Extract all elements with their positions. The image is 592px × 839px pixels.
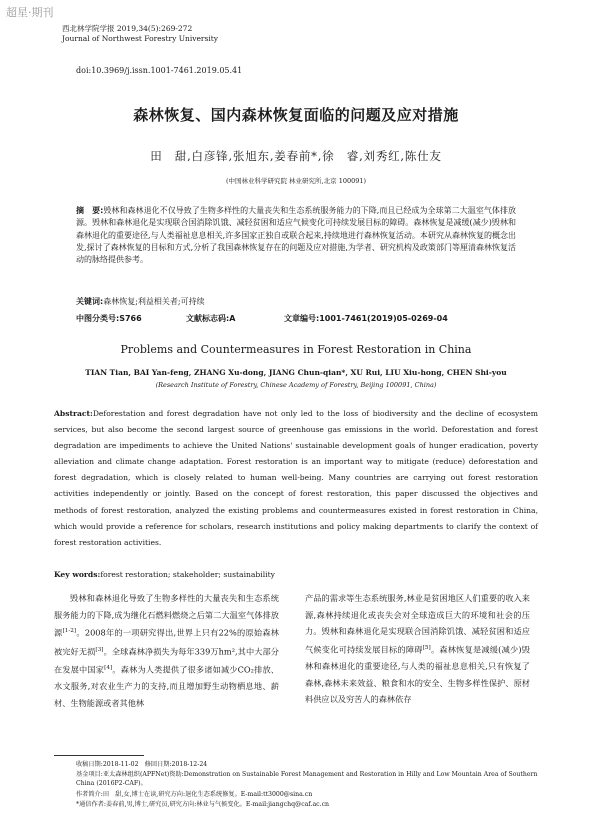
affiliation-cn: (中国林业科学研究院 林业研究所,北京 100091) (225, 177, 367, 185)
abstract-en (54, 406, 538, 551)
paper-title-en: Problems and Countermeasures in Forest Restoration in China (120, 343, 472, 356)
doi: doi:10.3969/j.issn.1001-7461.2019.05.41 (76, 66, 243, 75)
body-right-text-1: 产品的需求等生态系统服务,林业是贫困地区人们重要的收入来源,森林持续退化或丧失会对全球造成巨大的环境和社会的压力。毁林和森林退化是实现联合国消除饥饿、减轻贫困和适应气候变化可持续发展目标的障碍 (305, 593, 530, 655)
body-column-right (305, 590, 530, 708)
body-left-text-3: 。全球森林净损失为每年339万hm²,其中大部分在发展中国家 (54, 646, 279, 675)
citation-ref: [5] (422, 644, 431, 651)
journal-citation: 西北林学院学报 2019,34(5):269-272 (62, 24, 193, 33)
authors-cn: 田 甜,白彦锋,张旭东,姜春前*,徐 睿,刘秀红,陈仕友 (150, 149, 442, 163)
body-column-left (54, 590, 279, 711)
keywords-en (54, 570, 275, 579)
footnote-divider (54, 755, 144, 756)
citation-ref: [1-2] (62, 628, 77, 635)
keywords-en-label: Key words: (54, 570, 101, 579)
keywords-cn (76, 296, 205, 307)
keywords-cn-text: 森林恢复;利益相关者;可持续 (103, 297, 205, 306)
body-right-text-2: 。森林恢复是减缓(减少)毁林和森林退化的重要途径,与人类的福祉息息相关,只有恢复了森林,森林未来效益、粮食和水的安全、生物多样性保护、原材料供应以及穷苦人的森林依存 (305, 644, 530, 705)
keywords-cn-label: 关键词: (76, 297, 104, 306)
footnote-fund: 基金项目:亚太森林组织(APFNet)资助:Demonstration on Sustainable Forest Management and Restoration in Hilly and Low Mountain Area of Southern China (2016P2-CAF)。 (76, 771, 538, 787)
journal-name-en: Journal of Northwest Forestry University (62, 34, 219, 43)
watermark-logo: 超星·期刊 (6, 6, 54, 19)
affiliation-en: (Research Institute of Forestry, Chinese Academy of Forestry, Beijing 100091, China) (155, 381, 437, 389)
article-number: 文章编号:1001-7461(2019)05-0269-04 (284, 314, 448, 323)
body-left-text-4: 。森林为人类提供了很多诸如减少CO₂排放、水文服务,对农业生产力的支持,而且增加野生动物栖息地、薪材、生物能源或者其他林 (54, 664, 279, 708)
footnote-author: 作者简介:田 甜,女,博士在读,研究方向:退化生态系统修复。E-mail:tt3000@sina.cn (76, 791, 313, 798)
abstract-en-text: Deforestation and forest degradation have not only led to the loss of biodiversity and the decline of ecosystem services, but also become the second largest source of greenhouse gas emissions in the world. Deforestation and forest degradation are impediments to achieve the United Nations' sustainable development goals of hunger eradication, poverty alleviation and climate change adaptation. Forest restoration is an important way to mitigate (reduce) deforestation and forest degradation, which is closely related to human well-being. Many countries are carrying out forest restoration activities independently or jointly. Based on the concept of forest restoration, this paper discussed the objectives and methods of forest restoration, analyzed the existing problems and countermeasures existed in forest restoration in China, which would provide a reference for scholars, research institutions and policy making departments to clarify the context of forest restoration activities. (54, 409, 538, 547)
abstract-cn-label: 摘 要: (76, 206, 104, 215)
body-left-text-2: 。2008年的一项研究得出,世界上只有22%的原始森林被完好无损 (54, 627, 279, 657)
footnote-corresponding: *通信作者:姜春前,男,博士,研究员,研究方向:林业与气候变化。E-mail:jiangchq@caf.ac.cn (76, 801, 330, 808)
clc-number: 中图分类号:S766 (76, 314, 142, 323)
keywords-en-text: forest restoration; stakeholder; sustainability (100, 570, 275, 579)
footnote-received: 收稿日期:2018-11-02 修回日期:2018-12-24 (76, 761, 208, 768)
paper-title-cn: 森林恢复、国内森林恢复面临的问题及应对措施 (133, 106, 459, 124)
document-code: 文献标志码:A (186, 314, 236, 323)
citation-ref: [3] (95, 646, 104, 653)
citation-ref: [4] (104, 664, 113, 671)
abstract-cn-text: 毁林和森林退化不仅导致了生物多样性的大量丧失和生态系统服务能力的下降,而且已经成为全球第二大温室气体排放源。毁林和森林退化是实现联合国消除饥饿、减轻贫困和适应气候变化可持续发展目标的障碍。森林恢复是减缓(减少)毁林和森林退化的重要途径,与人类福祉息息相关,许多国家正独自或联合起来,持续地进行森林恢复活动。本研究从森林恢复的概念出发,探讨了森林恢复的目标和方式,分析了我国森林恢复存在的问题及应对措施,为学者、研究机构及政策部门等厘清森林恢复活动的脉络提供参考。 (76, 206, 516, 265)
authors-en: TIAN Tian, BAI Yan-feng, ZHANG Xu-dong, JIANG Chun-qian*, XU Rui, LIU Xiu-hong, CHEN Shi-you (85, 368, 507, 377)
body-left-text-1: 毁林和森林退化导致了生物多样性的大量丧失和生态系统服务能力的下降,成为继化石燃料燃烧之后第二大温室气体排放源 (54, 593, 279, 638)
abstract-en-label: Abstract: (54, 409, 93, 418)
abstract-cn (76, 205, 516, 266)
